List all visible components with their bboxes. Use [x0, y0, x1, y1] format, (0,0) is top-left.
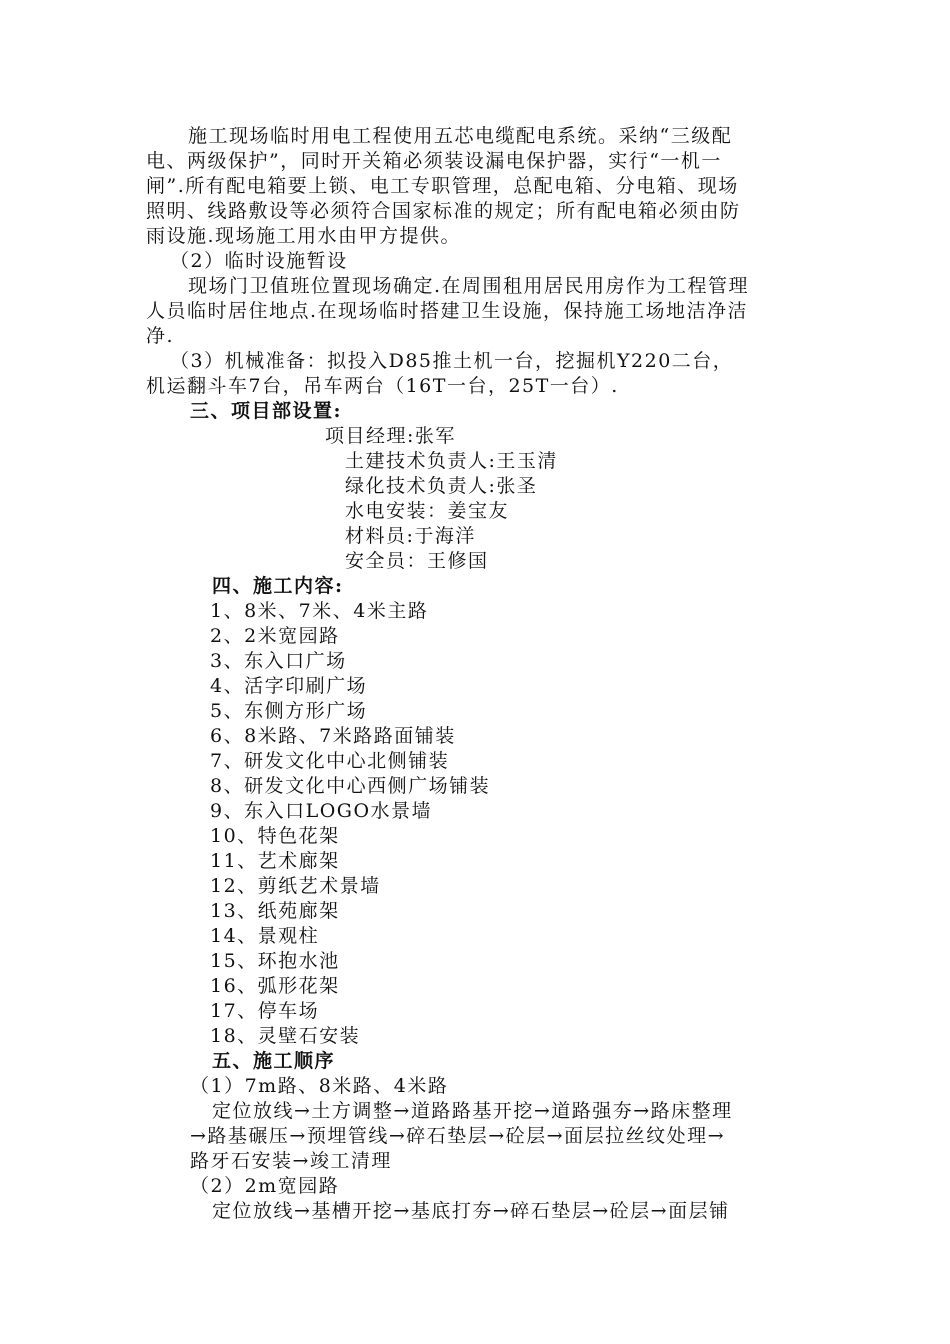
- content-item: 9、东入口LOGO水景墙: [210, 800, 433, 822]
- staff-greening-tech-lead: 绿化技术负责人:张圣: [345, 475, 538, 497]
- staff-project-manager: 项目经理:张军: [325, 425, 456, 447]
- content-item: 5、东侧方形广场: [210, 700, 368, 722]
- staff-civil-tech-lead: 土建技术负责人:王玉清: [345, 450, 558, 472]
- paragraph-temp-line-1: 现场门卫值班位置现场确定.在周围租用居民用房作为工程管理: [188, 275, 750, 297]
- paragraph-machine-line-2: 机运翻斗车7台，吊车两台（16T一台，25T一台）.: [146, 375, 619, 397]
- content-item: 6、8米路、7米路路面铺装: [210, 725, 456, 747]
- subheading-temp-facilities: （2）临时设施暂设: [170, 250, 348, 272]
- content-item: 4、活字印刷广场: [210, 675, 368, 697]
- content-item: 12、剪纸艺术景墙: [210, 875, 381, 897]
- paragraph-temp-line-3: 净.: [146, 325, 175, 347]
- sequence-road-line-1: 定位放线→土方调整→道路路基开挖→道路强夯→路床整理: [212, 1100, 733, 1122]
- content-item: 8、研发文化中心西侧广场铺装: [210, 775, 491, 797]
- paragraph-power-line-5: 雨设施.现场施工用水由甲方提供。: [146, 225, 462, 247]
- content-item: 16、弧形花架: [210, 975, 340, 997]
- sequence-road-line-3: 路牙石安装→竣工清理: [190, 1150, 392, 1172]
- heading-construction-sequence: 五、施工顺序: [212, 1050, 336, 1072]
- content-item: 3、东入口广场: [210, 650, 347, 672]
- staff-safety: 安全员：王修国: [345, 550, 489, 572]
- content-item: 15、环抱水池: [210, 950, 340, 972]
- paragraph-power-line-2: 电、两级保护”，同时开关箱必须装设漏电保护器，实行“一机一: [146, 150, 722, 172]
- subheading-garden-path: （2）2m宽园路: [190, 1175, 340, 1197]
- content-item: 14、景观柱: [210, 925, 320, 947]
- staff-utilities-install: 水电安装：姜宝友: [345, 500, 510, 522]
- content-item: 10、特色花架: [210, 825, 340, 847]
- content-item: 2、2米宽园路: [210, 625, 340, 647]
- content-item: 1、8米、7米、4米主路: [210, 600, 429, 622]
- heading-construction-content: 四、施工内容:: [212, 575, 344, 597]
- content-item: 17、停车场: [210, 1000, 320, 1022]
- paragraph-temp-line-2: 人员临时居住地点.在现场临时搭建卫生设施，保持施工场地洁净洁: [146, 300, 749, 322]
- content-item: 18、灵壁石安装: [210, 1025, 361, 1047]
- content-item: 13、纸苑廊架: [210, 900, 340, 922]
- sequence-path-line-1: 定位放线→基槽开挖→基底打夯→碎石垫层→砼层→面层铺: [212, 1200, 730, 1222]
- paragraph-power-line-1: 施工现场临时用电工程使用五芯电缆配电系统。采纳“三级配: [188, 125, 733, 147]
- sequence-road-line-2: →路基碾压→预埋管线→碎石垫层→砼层→面层拉丝纹处理→: [190, 1125, 726, 1147]
- paragraph-power-line-3: 闸”.所有配电箱要上锁、电工专职管理，总配电箱、分电箱、现场: [146, 175, 739, 197]
- staff-materials: 材料员:于海洋: [345, 525, 476, 547]
- paragraph-power-line-4: 照明、线路敷设等必须符合国家标准的规定；所有配电箱必须由防: [146, 200, 741, 222]
- heading-project-department: 三、项目部设置:: [190, 400, 343, 422]
- subheading-main-roads: （1）7m路、8米路、4米路: [190, 1075, 449, 1097]
- content-item: 7、研发文化中心北侧铺装: [210, 750, 450, 772]
- paragraph-machine-line-1: （3）机械准备：拟投入D85推土机一台，挖掘机Y220二台，: [170, 350, 734, 372]
- content-item: 11、艺术廊架: [210, 850, 340, 872]
